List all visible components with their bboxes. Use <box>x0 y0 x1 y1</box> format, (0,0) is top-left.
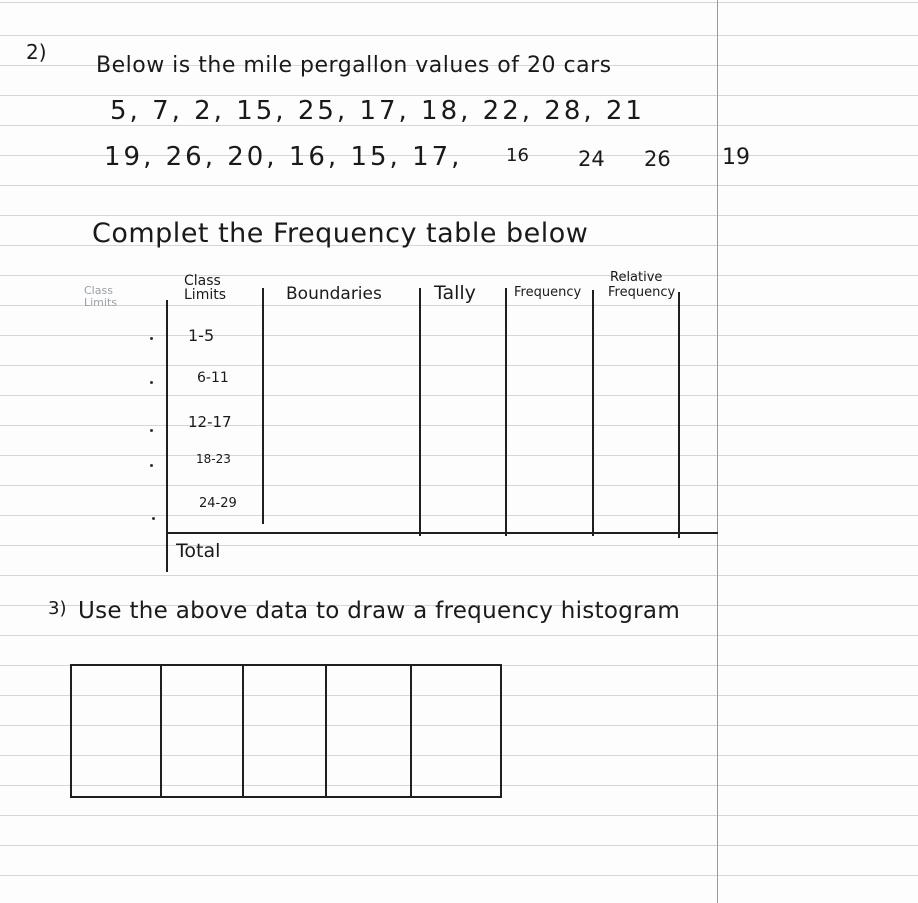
data-row-1: 5, 7, 2, 15, 25, 17, 18, 22, 28, 21 <box>110 96 645 126</box>
header-relative-frequency <box>608 270 675 300</box>
data-row-2a: 19, 26, 20, 16, 15, 17, <box>104 142 463 172</box>
table-divider-class <box>262 288 264 524</box>
histogram-bar-edge <box>325 664 327 798</box>
header-boundaries: Boundaries <box>286 284 382 304</box>
faded-label-line-1: Class <box>84 284 113 297</box>
header-frequency: Frequency <box>514 285 582 300</box>
class-limit-2: 6-11 <box>197 370 229 386</box>
class-limit-5: 24-29 <box>199 496 237 511</box>
histogram-bar-edge <box>160 664 162 798</box>
row-dot <box>150 337 153 340</box>
header-class-limits <box>184 274 226 302</box>
header-class-limits-line-1: Class <box>184 273 221 289</box>
row-dot <box>150 429 153 432</box>
histogram-bar-edge <box>500 664 502 798</box>
data-row-2b: 16 <box>506 145 529 166</box>
class-limit-3: 12-17 <box>188 413 232 431</box>
class-limit-1: 1-5 <box>188 326 215 345</box>
histogram-bar-edge <box>410 664 412 798</box>
table-divider-frequency <box>592 290 594 536</box>
data-row-2c: 24 <box>578 147 605 171</box>
margin-line <box>717 0 718 903</box>
table-divider-tally <box>505 288 507 536</box>
histogram-bottom-line <box>70 796 502 798</box>
total-label: Total <box>176 540 221 562</box>
question-2-number: 2) <box>26 40 47 64</box>
data-row-2e: 19 <box>722 145 750 170</box>
data-row-2d: 26 <box>644 147 671 171</box>
header-relative-line-2: Frequency <box>608 285 676 300</box>
table-right-border <box>678 292 680 538</box>
histogram-bar-edge <box>70 664 72 798</box>
table-instruction: Complet the Frequency table below <box>92 218 589 249</box>
header-class-limits-line-2: Limits <box>184 287 226 303</box>
table-total-line <box>168 532 718 534</box>
faded-label-line-2: Limits <box>84 296 117 309</box>
question-3-text: Use the above data to draw a frequency histogram <box>78 598 681 624</box>
table-divider-boundaries <box>419 288 421 536</box>
histogram-bar-edge <box>242 664 244 798</box>
class-limit-4: 18-23 <box>196 452 231 466</box>
row-dot <box>150 381 153 384</box>
histogram-top-line <box>70 664 502 666</box>
question-2-intro: Below is the mile pergallon values of 20 cars <box>96 53 612 78</box>
header-relative-line-1: Relative <box>610 270 663 285</box>
question-3-number: 3) <box>48 598 67 619</box>
row-dot <box>150 464 153 467</box>
row-dot <box>152 517 155 520</box>
header-tally: Tally <box>434 282 476 304</box>
faded-class-limits-label <box>84 285 117 309</box>
